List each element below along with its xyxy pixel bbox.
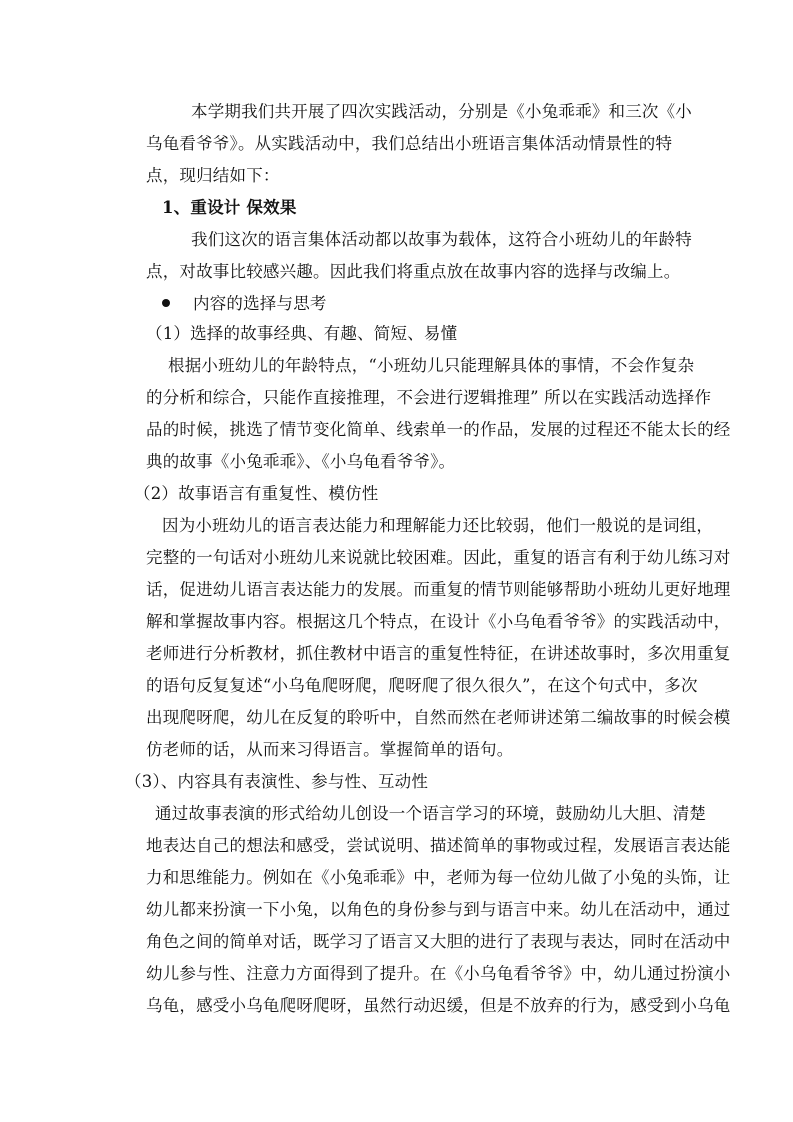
paragraph-2-line-1: 我们这次的语言集体活动都以故事为载体，这符合小班幼儿的年龄特 [191, 230, 692, 249]
paragraph-5-line-6: 幼儿参与性、注意力方面得到了提升。在《小乌龟看爷爷》中，幼儿通过扮演小 [146, 964, 731, 983]
paragraph-4-line-3: 话，促进幼儿语言表达能力的发展。而重复的情节则能够帮助小班幼儿更好地理 [146, 580, 731, 599]
paragraph-4-line-5: 老师进行分析教材，抓住教材中语言的重复性特征，在讲述故事时，多次用重复 [146, 644, 731, 663]
paragraph-3-line-2: 的分析和综合，只能作直接推理，不会进行逻辑推理” 所以在实践活动选择作 [146, 388, 712, 407]
sub-heading-2: （2）故事语言有重复性、模仿性 [134, 484, 379, 503]
paragraph-4-line-4: 解和掌握故事内容。根据这几个特点，在设计《小乌龟看爷爷》的实践活动中， [146, 612, 731, 631]
bullet-dot-icon [162, 299, 170, 307]
sub-heading-1: （1）选择的故事经典、有趣、简短、易懂 [146, 324, 458, 343]
paragraph-5-line-4: 幼儿都来扮演一下小兔，以角色的身份参与到与语言中来。幼儿在活动中，通过 [146, 900, 731, 919]
paragraph-1-line-3: 点，现归结如下： [146, 166, 280, 185]
bullet-item-1: 内容的选择与思考 [193, 294, 327, 313]
paragraph-4-line-1: 因为小班幼儿的语言表达能力和理解能力还比较弱，他们一般说的是词组， [162, 516, 714, 535]
paragraph-3-line-1: 根据小班幼儿的年龄特点，“小班幼儿只能理解具体的事情，不会作复杂 [168, 356, 695, 375]
paragraph-1-line-1: 本学期我们共开展了四次实践活动，分别是《小兔乖乖》和三次《小 [191, 102, 692, 121]
paragraph-3-line-4: 典的故事《小兔乖乖》、《小乌龟看爷爷》。 [146, 452, 456, 471]
sub-heading-3: （3）、内容具有表演性、参与性、互动性 [125, 772, 429, 791]
paragraph-4-line-6: 的语句反复复述“小乌龟爬呀爬，爬呀爬了很久很久”，在这个句式中，多次 [146, 676, 698, 695]
paragraph-4-line-7: 出现爬呀爬，幼儿在反复的聆听中，自然而然在老师讲述第二编故事的时候会模 [146, 708, 731, 727]
paragraph-5-line-5: 角色之间的简单对话，既学习了语言又大胆的进行了表现与表达，同时在活动中 [146, 932, 731, 951]
paragraph-5-line-1: 通过故事表演的形式给幼儿创设一个语言学习的环境，鼓励幼儿大胆、清楚 [155, 804, 707, 823]
paragraph-3-line-3: 品的时候，挑选了情节变化简单、线索单一的作品，发展的过程还不能太长的经 [146, 420, 731, 439]
paragraph-4-line-2: 完整的一句话对小班幼儿来说就比较困难。因此，重复的语言有利于幼儿练习对 [146, 548, 731, 567]
paragraph-1-line-2: 乌龟看爷爷》。从实践活动中，我们总结出小班语言集体活动情景性的特 [146, 134, 673, 153]
paragraph-5-line-2: 地表达自己的想法和感受，尝试说明、描述简单的事物或过程，发展语言表达能 [146, 836, 731, 855]
paragraph-5-line-3: 力和思维能力。例如在《小兔乖乖》中，老师为每一位幼儿做了小兔的头饰，让 [146, 868, 731, 887]
paragraph-2-line-2: 点，对故事比较感兴趣。因此我们将重点放在故事内容的选择与改编上。 [146, 262, 681, 281]
paragraph-5-line-7: 乌龟，感受小乌龟爬呀爬呀，虽然行动迟缓，但是不放弃的行为，感受到小乌龟 [146, 996, 731, 1015]
section-heading-1: 1、重设计 保效果 [162, 198, 297, 217]
paragraph-4-line-8: 仿老师的话，从而来习得语言。掌握简单的语句。 [146, 740, 514, 759]
